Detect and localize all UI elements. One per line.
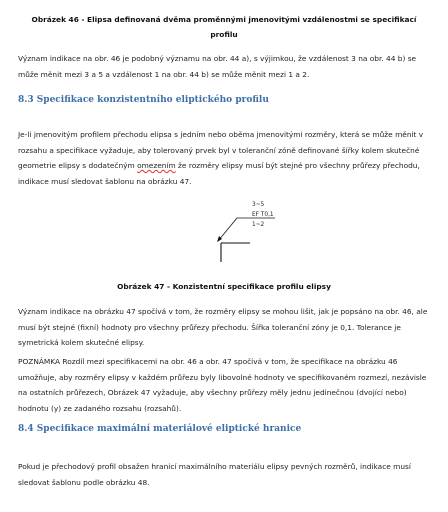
figure-label-top: 3~5 — [252, 202, 265, 208]
paragraph-2-underlined-word: omezením — [137, 161, 176, 170]
note-paragraph: POZNÁMKA Rozdíl mezi specifikacemi na obr. 46 a obr. 47 spočívá v tom, že specifikace na obrázku 46 umožňuje, aby rozměry elipsy v každém průřezu byly libovolné hodnoty ve specifikovaném rozmezí, nezávisle na ostatních průřezech, Obrázek 47 vyžaduje, aby všechny průřezy měly jednu jedinečnou (dvojící nebo) hodnotu (y) ze zadaného rozsahu (rozsahů). — [18, 357, 427, 413]
section-heading-8-3: 8.3 Specifikace konzistentního eliptického profilu — [18, 95, 269, 105]
paragraph-3: Význam indikace na obrázku 47 spočívá v tom, že rozměry elipsy se mohou lišit, jak je popsáno na obr. 46, ale musí být stejné (fixní) hodnoty pro všechny průřezy přechodu. Šířka toleranční zóny je 0,1. Tolerance je symetrická kolem skutečné elipsy. — [18, 307, 428, 347]
paragraph-2-text-b: že rozměry elipsy musí být stejné pro všechny průřezy přechodu, indikace musí sledovat šablonu na obrázku 47. — [18, 161, 420, 186]
figure-46-caption: Obrázek 46 - Elipsa definovaná dvěma proměnnými jmenovitými vzdálenostmi se specifikací profilu — [31, 15, 417, 39]
paragraph-1: Význam indikace na obr. 46 je podobný významu na obr. 44 a), s výjimkou, že vzdálenost 3 na obr. 44 b) se může měnit mezi 3 a 5 a vzdálenost 1 na obr. 44 b) se může měnit mezi 1 a 2. — [18, 54, 417, 79]
leader-line — [218, 218, 237, 241]
section-heading-8-4: 8.4 Specifikace maximální materiálové eliptické hranice — [18, 424, 302, 434]
paragraph-5: Pokud je přechodový profil obsažen hranicí maximálního materiálu elipsy pevných rozměrů, indikace musí sledovat šablonu podle obrázku 48. — [18, 462, 411, 487]
figure-label-mid: EF T0,1 — [252, 212, 274, 218]
figure-label-bottom: 1~2 — [252, 222, 265, 228]
figure-47-caption: Obrázek 47 - Konzistentní specifikace profilu elipsy — [117, 282, 331, 291]
paragraph-2-text-a: Je-li jmenovitým profilem přechodu elipsa s jedním nebo oběma jmenovitými rozměry, která se může měnit v rozsahu a specifikace vyžaduje, aby tolerovaný prvek byl v toleranční zóně definované šířky kolem skutečné geometrie elipsy s dodatečným — [18, 130, 424, 170]
